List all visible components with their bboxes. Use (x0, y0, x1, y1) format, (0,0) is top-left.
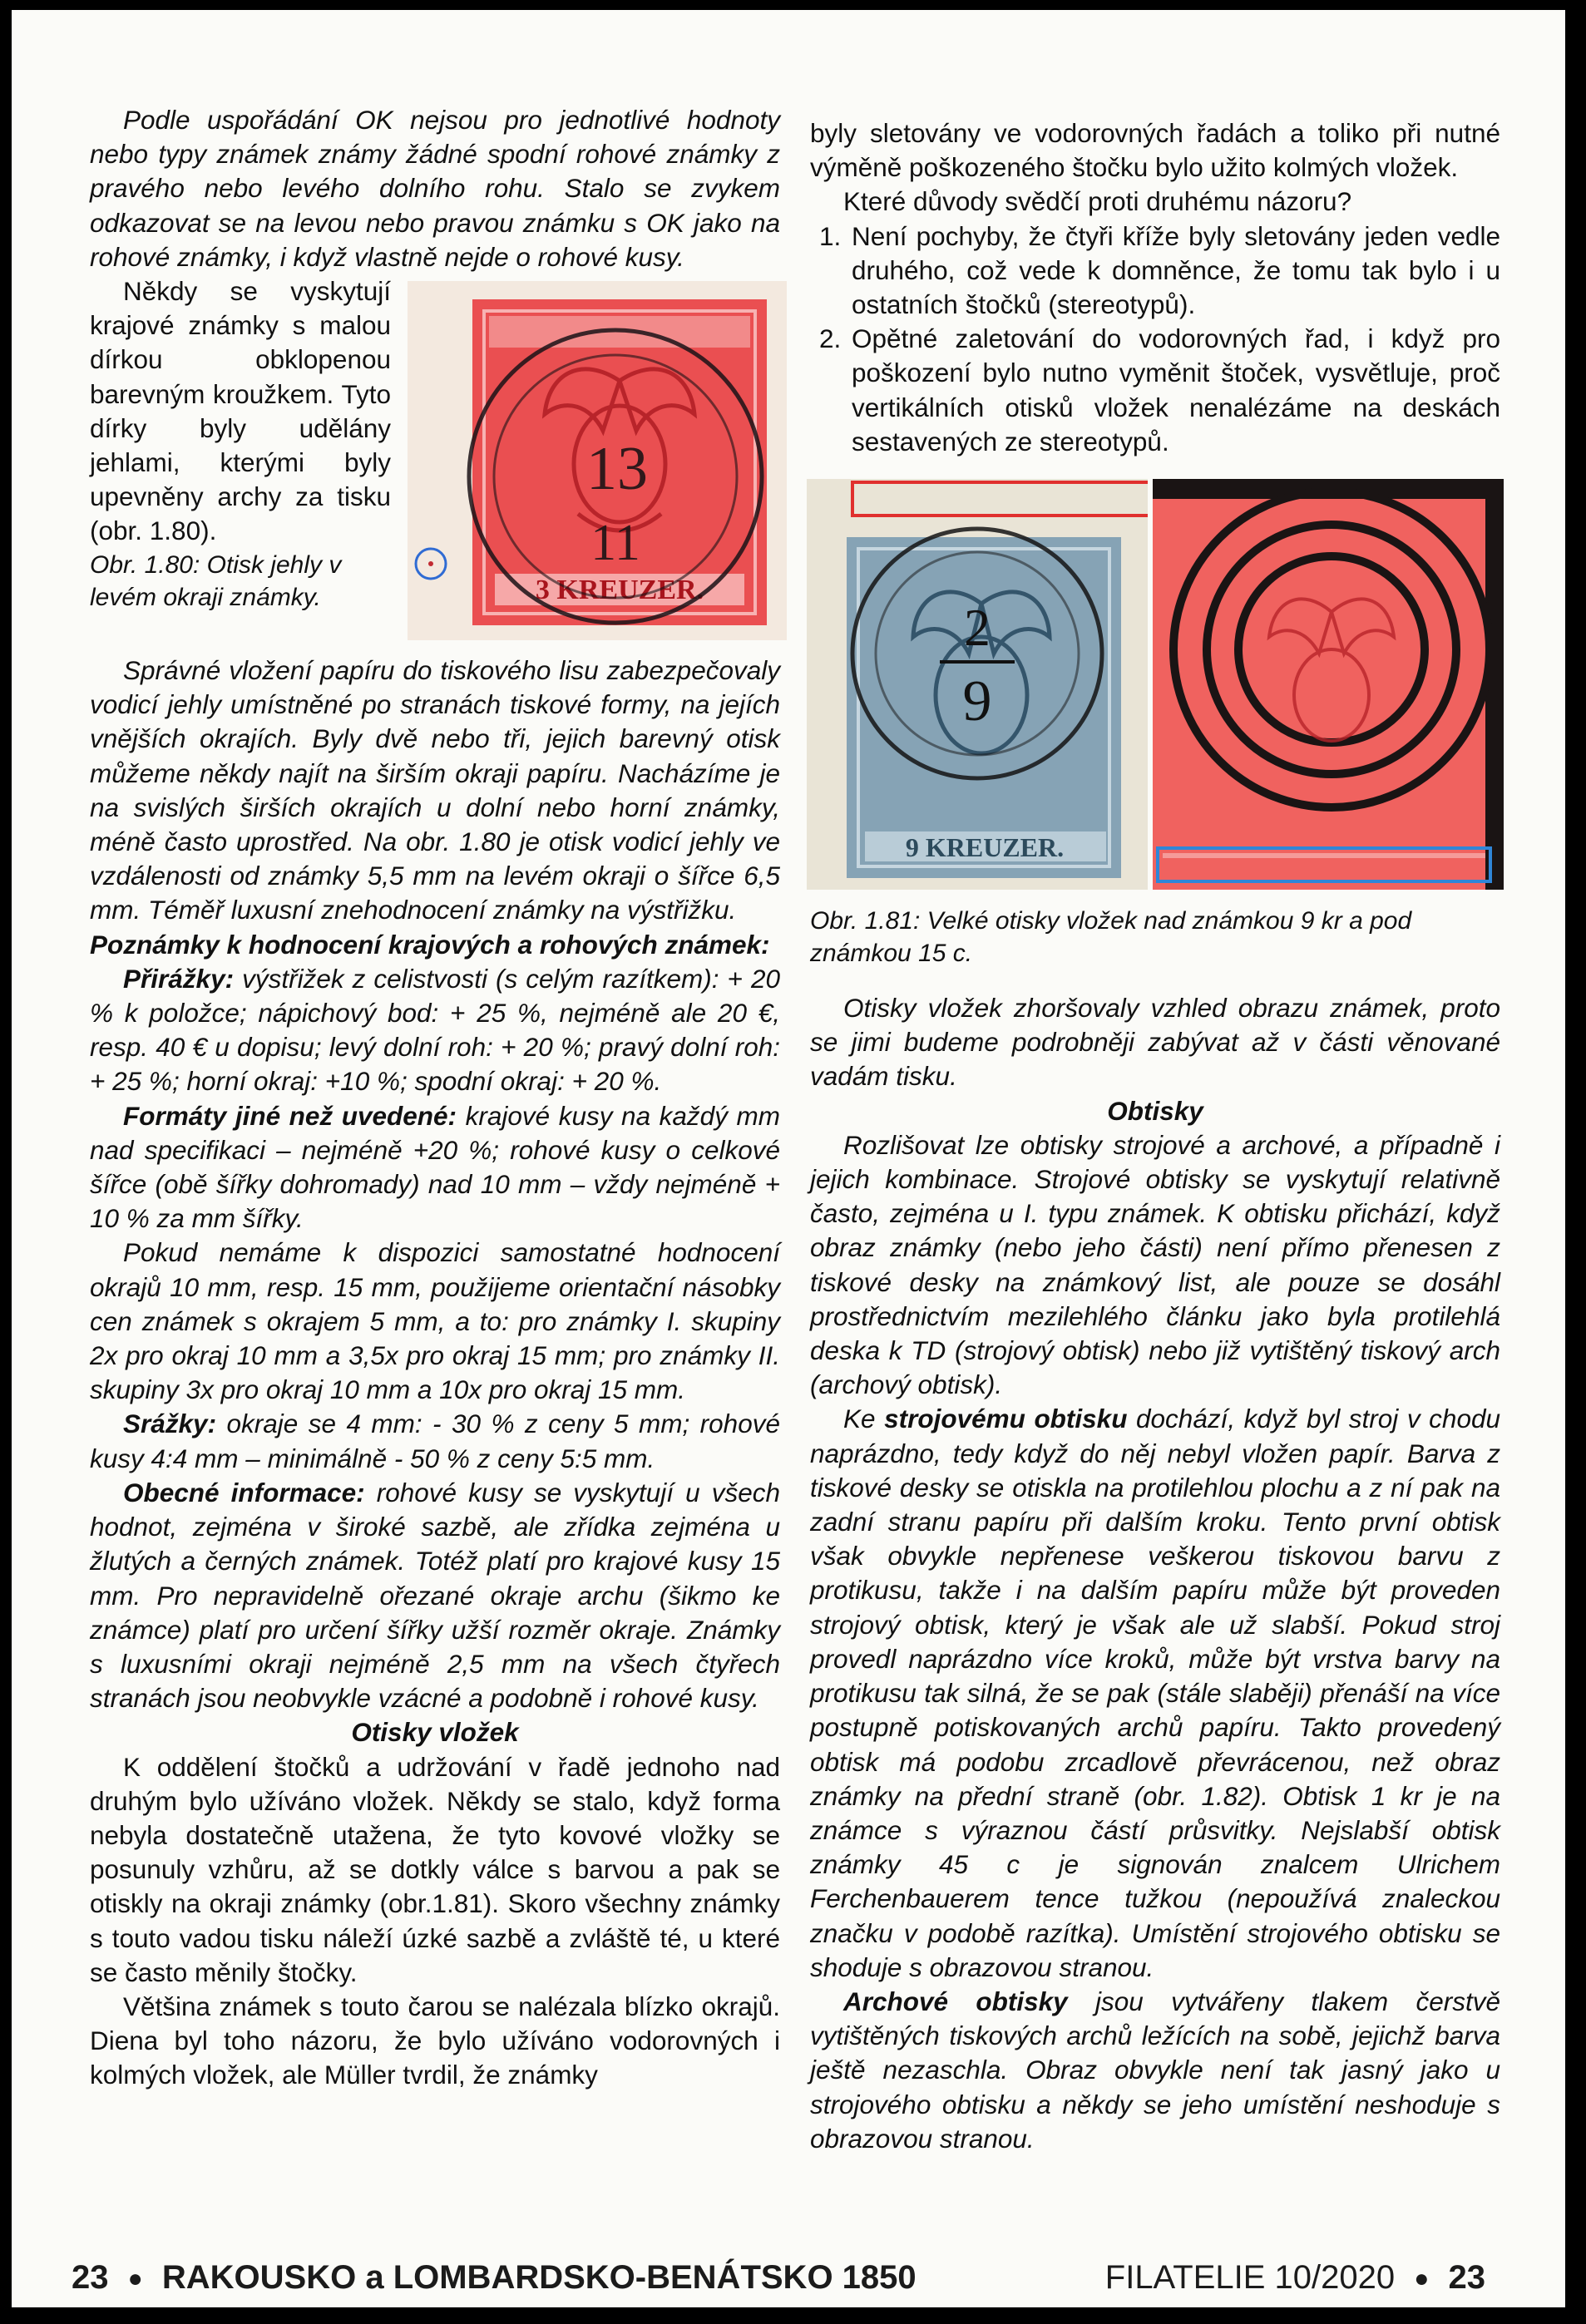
cancel-date: 13 (586, 435, 648, 504)
bold-term: Archové obtisky (843, 1986, 1068, 2016)
cancel-month: 11 (590, 515, 640, 572)
paragraph: Správné vložení papíru do tiskového lisu zabezpečovaly vodicí jehly umístněné po stranách tiskové formy, na jejích vnějších okrajích. Byly dvě nebo tři, jejich barevný otisk můžeme někdy najít na širším okraji papíru. Nacházíme je na svislých širších okrajích u dolní nebo horní známky, méně často uprostřed. Na obr. 1.80 je otisk vodicí jehly ve vzdálenosti od známky 5,5 mm na levém okraji o šířce 6,5 mm. Téměř luxusní znehodnocení známky na výstřižku. (90, 655, 780, 925)
magazine-page (12, 10, 1565, 2307)
footer-left (72, 2259, 917, 2297)
bullet-separator: ● (1414, 2265, 1430, 2293)
paragraph: Srážky: okraje se 4 mm: - 30 % z ceny 5 mm; rohové kusy 4:4 mm – minimálně - 50 % z ceny 5:5 mm. (90, 1409, 780, 1473)
stamp-photo-3-kreuzer (408, 281, 787, 640)
paragraph: Které důvody svědčí proti druhému názoru? (843, 186, 1352, 217)
list-item: 1. Není pochyby, že čtyři kříže byly sletovány jeden vedle druhého, což vede k domněnce, že tomu tak bylo i u ostatních štočků (stereotypů). (848, 220, 1500, 323)
stamp-value-text: 3 KREUZER. (535, 575, 704, 606)
figure-1-81 (807, 479, 1504, 890)
stamp-photo-15-centes (1153, 479, 1504, 890)
numbered-list (810, 220, 1500, 459)
paragraph: Pokud nemáme k dispozici samostatné hodnocení okrajů 10 mm, resp. 15 mm, použijeme orientační násobky cen známek s okrajem 5 mm, a to: pro známky I. skupiny 2x pro okraj 10 mm a 3,5x pro okraj 15 mm; pro známky II. skupiny 3x pro okraj 10 mm a 10x pro okraj 15 mm. (90, 1237, 780, 1405)
section-heading: Poznámky k hodnocení krajových a rohových známek: (90, 929, 770, 960)
page-number: 23 (72, 2259, 109, 2296)
footer-right (1105, 2259, 1485, 2297)
paragraph: Otisky vložek zhoršovaly vzhled obrazu známek, proto se jimi budeme podrobněji zabývat až v části věnované vadám tisku. (810, 993, 1500, 1092)
figure-caption: Obr. 1.81: Velké otisky vložek nad známkou 9 kr a pod známkou 15 c. (810, 907, 1412, 968)
stamp-9-kreuzer-image (807, 479, 1148, 890)
paragraph: Podle uspořádání OK nejsou pro jednotlivé hodnoty nebo typy známek známy žádné spodní rohové známky z pravého nebo levého dolního rohu. Stalo se zvykem odkazovat se na levou nebo pravou známku s OK jako na rohové známky, i když vlastně nejde o rohové kusy. (90, 105, 780, 272)
figure-caption: Obr. 1.80: Otisk jehly v levém okraji známky. (90, 550, 342, 611)
paragraph: Obecné informace: rohové kusy se vyskytují u všech hodnot, zejména v široké sazbě, ale zřídka zejména u žlutých a černých známek. Totéž platí pro krajové kusy 15 mm. Pro nepravidelně ořezané okraje archu (šikmo ke známce) platí pro určení šířky užší rozměr okraje. Známky s luxusními okraji nejméně 2,5 mm na všech čtyřech stranách jsou neobvykle vzácné a podobně i rohové kusy. (90, 1477, 780, 1714)
magazine-issue: FILATELIE 10/2020 (1104, 2259, 1396, 2296)
paragraph: byly sletovány ve vodorovných řadách a toliko při nutné výměně poškozeného štočku bylo užito kolmých vložek. (810, 118, 1500, 183)
cancel-month: 9 (962, 669, 992, 734)
left-column (90, 103, 780, 2093)
paragraph: Archové obtisky jsou vytvářeny tlakem čerstvě vytištěných tiskových archů ležících na sobě, jejichž barva ještě nezaschla. Obraz obvykle není tak jasný jako u strojového obtisku a někdy se jeho umístění neshoduje s obrazovou stranou. (810, 1986, 1500, 2154)
right-column (810, 116, 1500, 2156)
label-prirazky: Přirážky: (123, 963, 235, 994)
bullet-separator: ● (127, 2265, 143, 2293)
paragraph: Přirážky: výstřižek z celistvosti (s celým razítkem): + 20 % k položce; nápichový bod: + 25 %, nejméně ale 20 €, resp. 40 € u dopisu; levý dolní roh: + 20 %; pravý dolní roh: + 25 %; horní okraj: +10 %; spodní okraj: + 20 %. (90, 963, 780, 1097)
paragraph: Většina známek s touto čarou se nalézala blízko okrajů. Diena byl toho názoru, že bylo užíváno vodorovných i kolmých vložek, ale Müller tvrdil, že známky (90, 1991, 780, 2090)
figure-1-80 (408, 281, 787, 640)
label-formaty: Formáty jiné než uvedené: (123, 1100, 457, 1131)
paragraph: K oddělení štočků a udržování v řadě jednoho nad druhým bylo užíváno vložek. Někdy se stalo, když forma nebyla dostatečně utažena, že tyto kovové vložky se posunuly vzhůru, až se dotkly válce s barvou a pak se otiskly na okraji známky (obr.1.81). Skoro všechny známky s touto vadou tisku náleží úzké sazbě a zvláště té, u které se často měnily štočky. (90, 1751, 780, 1987)
page-number: 23 (1448, 2259, 1485, 2296)
label-srazky: Srážky: (123, 1409, 217, 1439)
paragraph: Rozlišovat lze obtisky strojové a archové, a případně i jejich kombinace. Strojové obtisky se vyskytují relativně často, zejména u I. typu známek. K obtisku přichází, když obraz známky (nebo jeho části) není přímo přenesen z tiskové desky na známkový list, ale pouze se dosáhl prostřednictvím mezilehlého článku jako byla protilehlá deska k TD (strojový obtisk) nebo již vytištěný tiskový arch (archový obtisk). (810, 1129, 1500, 1400)
chapter-title: RAKOUSKO a LOMBARDSKO-BENÁTSKO 1850 (161, 2259, 917, 2296)
label-obecne: Obecné informace: (123, 1477, 365, 1507)
paragraph: Někdy se vyskytují krajové známky s malou dírkou obklopenou barevným kroužkem. Tyto dírky byly udělány jehlami, kterými byly upevněny archy za tisku (obr. 1.80). (90, 276, 391, 546)
section-heading: Obtisky (1107, 1095, 1203, 1126)
paragraph: Ke strojovému obtisku dochází, když byl stroj v chodu naprázdno, tedy když do něj nebyl vložen papír. Barva z tiskové desky se otiskla na protilehlou plochu a z ní pak na zadní stranu papíru při dalším kroku. Tento první obtisk však obvykle nepřenese veškerou tiskovou barvu z protikusu, takže i na dalším papíru může být proveden strojový obtisk, který je však ale už slabší. Pokud stroj provedl naprázdno více kroků, může být vrstva barvy na protikusu tak silná, že se pak (stále slaběji) přenáší na více postupně potiskovaných archů papíru. Takto provedený obtisk má podobu zrcadlově převrácenou, než obraz známky na přední straně (obr. 1.82). Obtisk 1 kr je na známce s výraznou částí průsvitky. Nejslabší obtisk známky 45 c je signován znalcem Ulrichem Ferchenbauerem tence tužkou (nepoužívá znaleckou značku v podobě razítka). Umístění strojového obtisku se shoduje s obrazovou stranou. (810, 1404, 1501, 1982)
stamp-3-kreuzer-image (408, 281, 787, 640)
stamp-value-text: 9 KREUZER. (905, 832, 1065, 863)
list-item: 2. Opětné zaletování do vodorovných řad, i když pro poškození bylo nutno vyměnit štoček, vysvětluje, proč vertikálních otisků vložek nenalézáme na deskách sestavených ze stereotypů. (848, 322, 1500, 459)
stamp-15-centes-image (1153, 479, 1504, 890)
section-heading: Otisky vložek (351, 1717, 519, 1748)
stamp-photo-9-kreuzer (807, 479, 1148, 890)
paragraph: Formáty jiné než uvedené: krajové kusy na každý mm nad specifikaci – nejméně +20 %; rohové kusy o celkové šířce (obě šířky dohromady) nad 10 mm – vždy nejméně + 10 % za mm šířky. (90, 1100, 780, 1234)
bold-term: strojovému obtisku (884, 1404, 1128, 1434)
cancel-date: 2 (964, 598, 991, 658)
